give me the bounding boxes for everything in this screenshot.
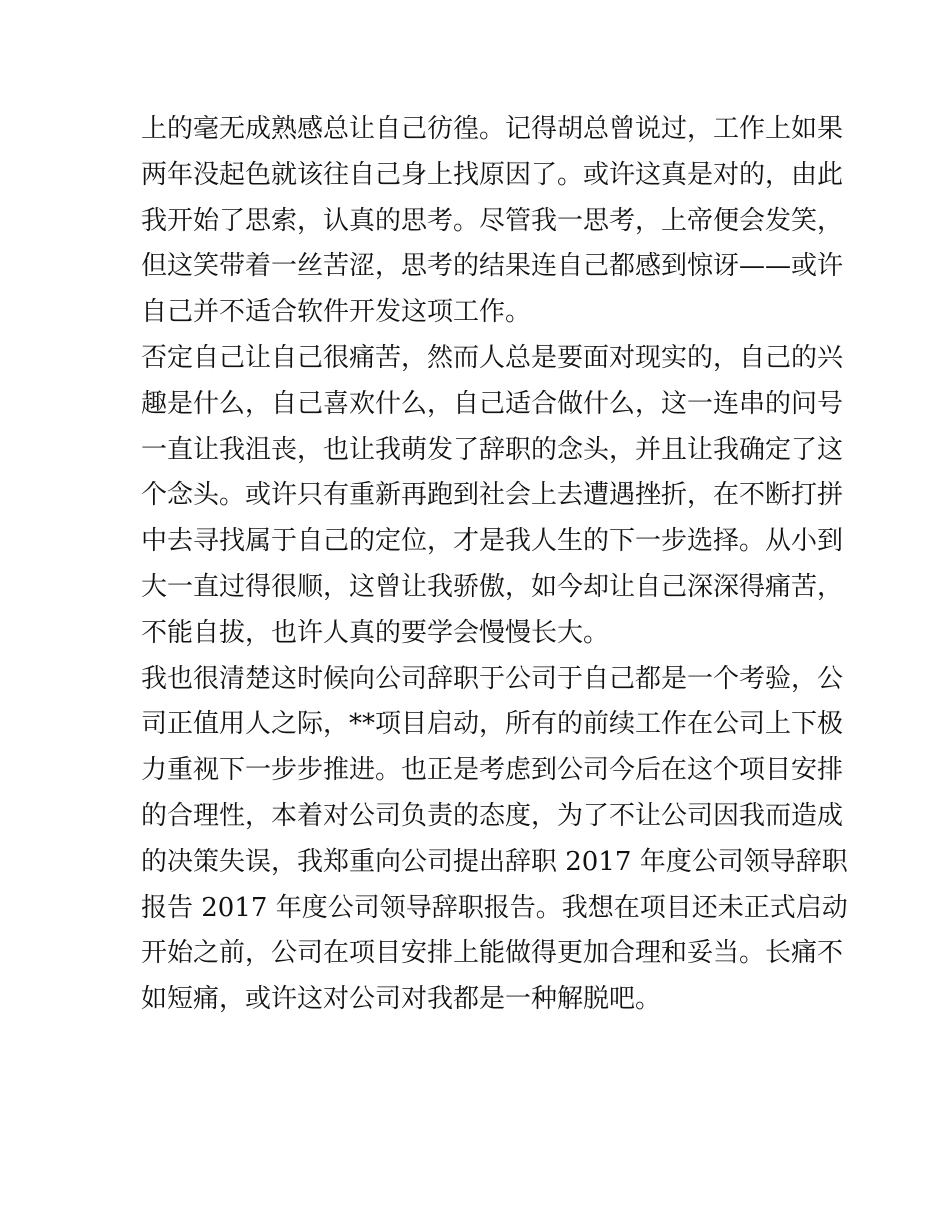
text-line: 大一直过得很顺，这曾让我骄傲，如今却让自己深深得痛苦， [141,571,844,602]
text-line: 但这笑带着一丝苦涩，思考的结果连自己都感到惊讶——或许 [141,251,844,282]
text-line: 我开始了思索，认真的思考。尽管我一思考，上帝便会发笑， [141,205,844,236]
document-body [141,107,848,1023]
text-line: 个念头。或许只有重新再跑到社会上去遭遇挫折，在不断打拼 [141,480,844,511]
text-line: 司正值用人之际，**项目启动，所有的前续工作在公司上下极 [141,709,844,740]
text-line: 一直让我沮丧，也让我萌发了辞职的念头，并且让我确定了这 [141,434,844,465]
text-line: 趣是什么，自己喜欢什么，自己适合做什么，这一连串的问号 [141,388,844,419]
text-line: 的决策失误，我郑重向公司提出辞职 2017 年度公司领导辞职 [141,846,848,877]
text-line: 力重视下一步步推进。也正是考虑到公司今后在这个项目安排 [141,755,844,786]
text-line: 自己并不适合软件开发这项工作。 [141,297,532,328]
text-line: 如短痛，或许这对公司对我都是一种解脱吧。 [141,984,662,1015]
text-line: 不能自拔，也许人真的要学会慢慢长大。 [141,617,610,648]
text-line: 否定自己让自己很痛苦，然而人总是要面对现实的，自己的兴 [141,342,844,373]
text-line: 中去寻找属于自己的定位，才是我人生的下一步选择。从小到 [141,526,844,557]
text-line: 报告 2017 年度公司领导辞职报告。我想在项目还未正式启动 [141,892,848,923]
text-line: 的合理性，本着对公司负责的态度，为了不让公司因我而造成 [141,800,844,831]
text-line: 开始之前，公司在项目安排上能做得更加合理和妥当。长痛不 [141,938,844,969]
text-line: 我也很清楚这时候向公司辞职于公司于自己都是一个考验，公 [141,663,844,694]
text-line: 上的毫无成熟感总让自己彷徨。记得胡总曾说过，工作上如果 [141,114,844,144]
text-line: 两年没起色就该往自己身上找原因了。或许这真是对的，由此 [141,159,844,190]
